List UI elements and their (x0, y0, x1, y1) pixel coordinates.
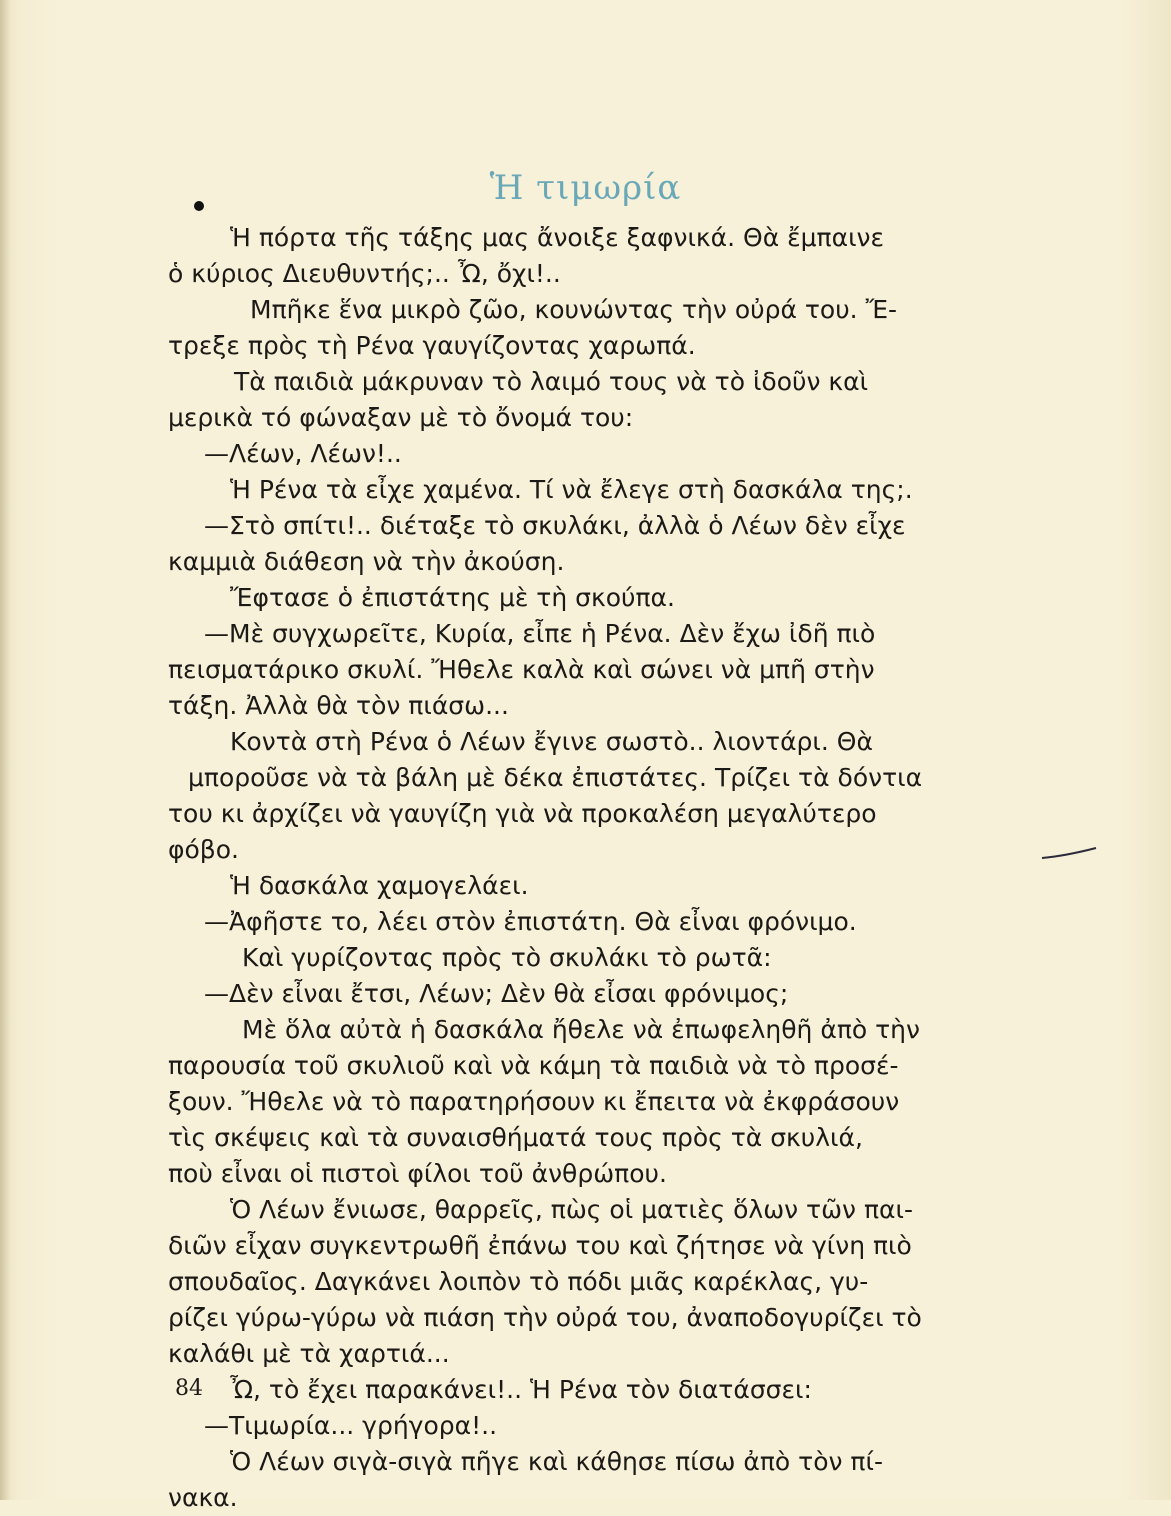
text-line: Ἡ Ρένα τὰ εἶχε χαμένα. Τί νὰ ἔλεγε στὴ δασκάλα της;. (230, 475, 913, 504)
text-line: μερικὰ τό φώναξαν μὲ τὸ ὄνομά του: (168, 403, 634, 432)
chapter-title: Ἡ τιμωρία (489, 168, 682, 208)
text-line: ρίζει γύρω-γύρω νὰ πιάση τὴν οὐρά του, ἀναποδογυρίζει τὸ (168, 1303, 922, 1332)
text-line: του κι ἀρχίζει νὰ γαυγίζη γιὰ νὰ προκαλέση μεγαλύτερο (168, 799, 877, 828)
text-line: Τὰ παιδιὰ μάκρυναν τὸ λαιμό τους νὰ τὸ ἰδοῦν καὶ (234, 367, 869, 396)
text-line: καλάθι μὲ τὰ χαρτιά... (168, 1339, 450, 1368)
text-line: παρουσία τοῦ σκυλιοῦ καὶ νὰ κάμη τὰ παιδιὰ νὰ τὸ προσέ- (168, 1051, 899, 1080)
text-line: τρεξε πρὸς τὴ Ρένα γαυγίζοντας χαρωπά. (168, 331, 696, 360)
text-line: πεισματάρικο σκυλί. Ἤθελε καλὰ καὶ σώνει νὰ μπῆ στὴν (168, 655, 875, 684)
text-line: Ὁ Λέων σιγὰ-σιγὰ πῆγε καὶ κάθησε πίσω ἀπὸ τὸν πί- (230, 1447, 883, 1476)
pen-stroke-mark (1040, 844, 1100, 864)
text-line: Καὶ γυρίζοντας πρὸς τὸ σκυλάκι τὸ ρωτᾶ: (242, 943, 772, 972)
text-line: τὶς σκέψεις καὶ τὰ συναισθήματά τους πρὸς τὰ σκυλιά, (168, 1123, 863, 1152)
text-line: Ὁ Λέων ἔνιωσε, θαρρεῖς, πὼς οἱ ματιὲς ὅλων τῶν παι- (230, 1195, 913, 1224)
text-line: φόβο. (168, 835, 239, 864)
text-line: Ὦ, τὸ ἔχει παρακάνει!.. Ἡ Ρένα τὸν διατάσσει: (230, 1375, 812, 1404)
text-line: Κοντὰ στὴ Ρένα ὁ Λέων ἔγινε σωστὸ.. λιοντάρι. Θὰ (230, 727, 873, 756)
text-line: νακα. (168, 1483, 238, 1512)
text-line: διῶν εἶχαν συγκεντρωθῆ ἐπάνω του καὶ ζήτησε νὰ γίνη πιὸ (168, 1231, 912, 1260)
page-number: 84 (175, 1376, 203, 1401)
text-line: —Μὲ συγχωρεῖτε, Κυρία, εἶπε ἡ Ρένα. Δὲν ἔχω ἰδῆ πιὸ (204, 619, 876, 648)
text-line: —Λέων, Λέων!.. (204, 439, 402, 468)
text-line: Ἡ δασκάλα χαμογελάει. (230, 871, 529, 900)
ink-blot (192, 199, 206, 213)
text-line: Ἔφτασε ὁ ἐπιστάτης μὲ τὴ σκούπα. (230, 583, 675, 612)
text-line: —Τιμωρία... γρήγορα!.. (204, 1411, 498, 1440)
text-line: ποὺ εἶναι οἱ πιστοὶ φίλοι τοῦ ἀνθρώπου. (168, 1159, 667, 1188)
text-line: Μὲ ὅλα αὐτὰ ἡ δασκάλα ἤθελε νὰ ἐπωφεληθῆ ἀπὸ τὴν (242, 1015, 920, 1044)
text-line: Μπῆκε ἕνα μικρὸ ζῶο, κουνώντας τὴν οὐρά του. Ἔ- (250, 295, 898, 324)
text-line: καμμιὰ διάθεση νὰ τὴν ἀκούση. (168, 547, 565, 576)
text-line: μποροῦσε νὰ τὰ βάλη μὲ δέκα ἐπιστάτες. Τρίζει τὰ δόντια (188, 763, 923, 792)
text-line: ὁ κύριος Διευθυντής;.. Ὦ, ὄχι!.. (168, 259, 561, 288)
text-line: —Δὲν εἶναι ἔτσι, Λέων; Δὲν θὰ εἶσαι φρόνιμος; (204, 979, 789, 1008)
text-line: τάξη. Ἀλλὰ θὰ τὸν πιάσω... (168, 691, 509, 720)
text-line: —Στὸ σπίτι!.. διέταξε τὸ σκυλάκι, ἀλλὰ ὁ Λέων δὲν εἶχε (204, 511, 906, 540)
text-line: ξουν. Ἤθελε νὰ τὸ παρατηρήσουν κι ἔπειτα νὰ ἐκφράσουν (168, 1087, 900, 1116)
text-line: —Ἀφῆστε το, λέει στὸν ἐπιστάτη. Θὰ εἶναι φρόνιμο. (204, 907, 857, 936)
text-line: Ἡ πόρτα τῆς τάξης μας ἄνοιξε ξαφνικά. Θὰ ἔμπαινε (230, 223, 885, 252)
text-line: σπουδαῖος. Δαγκάνει λοιπὸν τὸ πόδι μιᾶς καρέκλας, γυ- (168, 1267, 869, 1296)
page-spine-shadow (0, 0, 10, 1500)
